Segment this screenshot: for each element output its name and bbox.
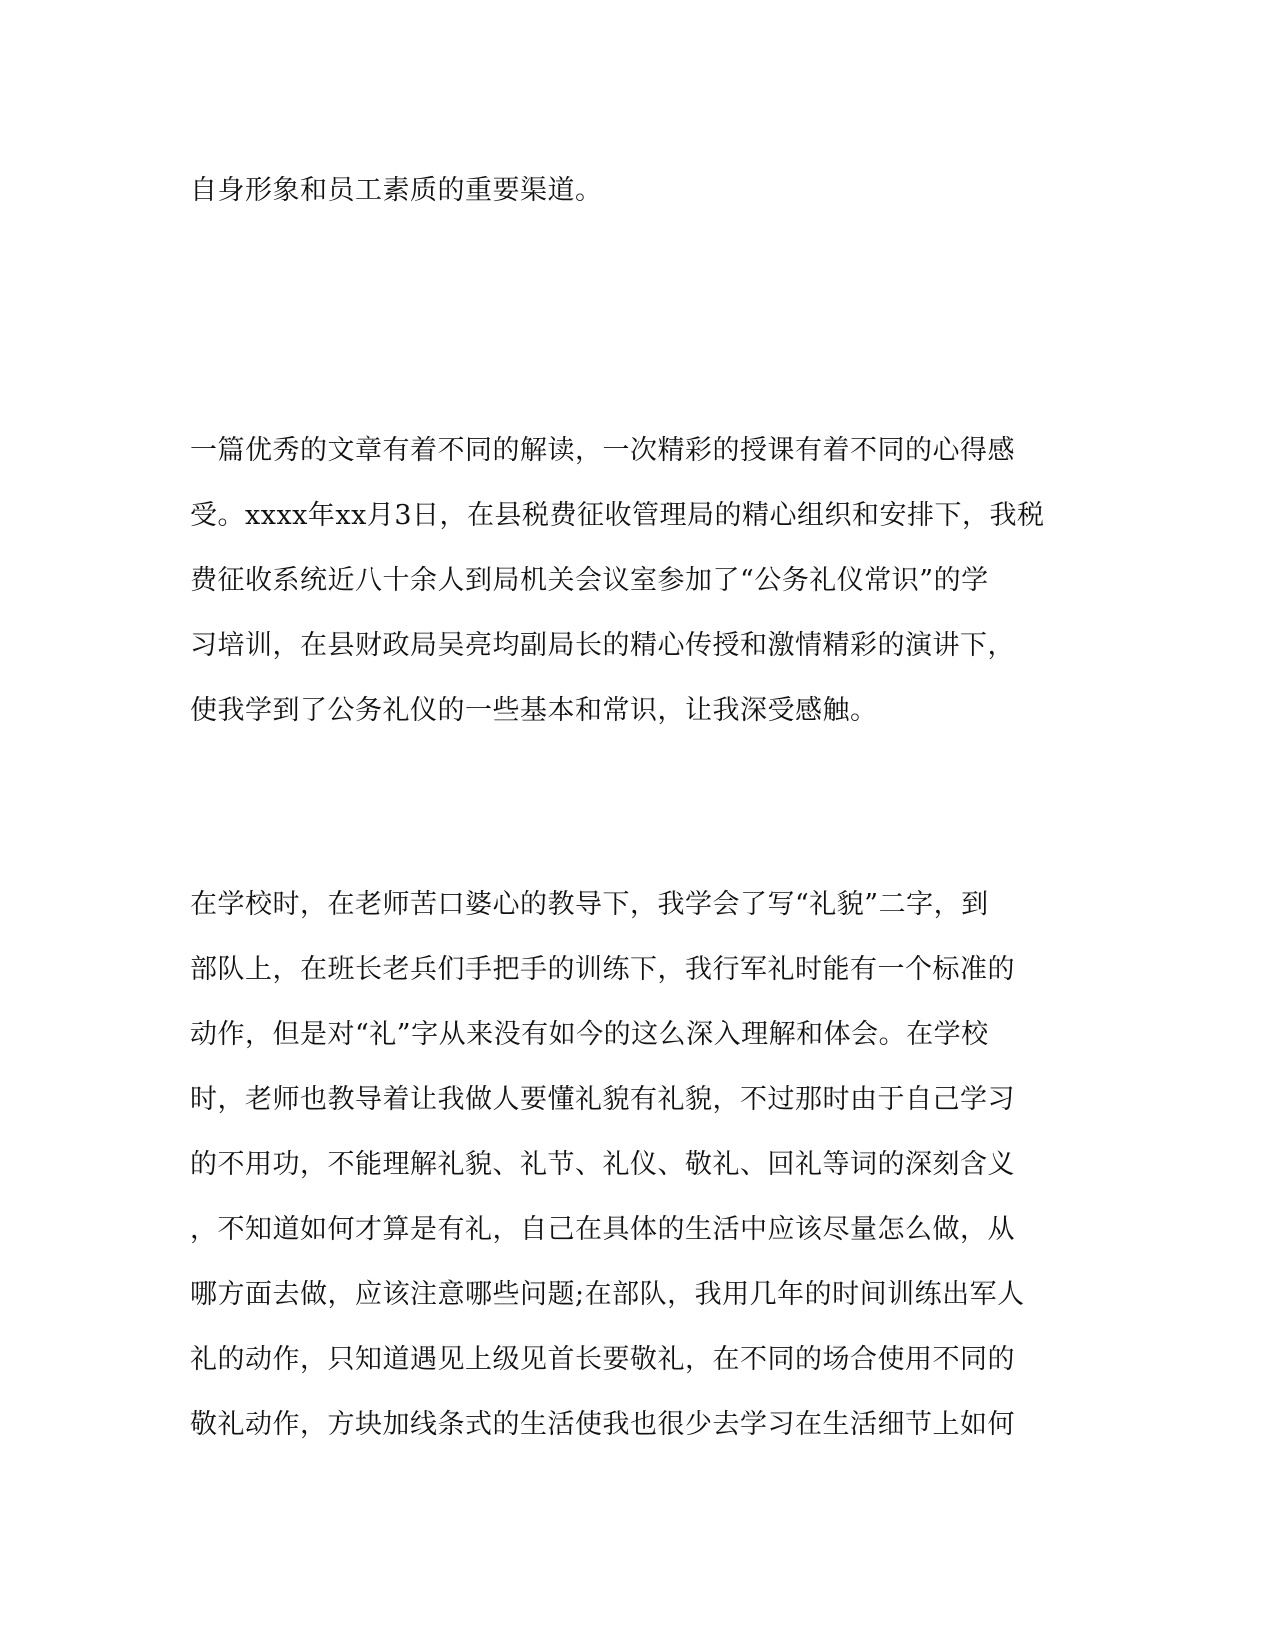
- text-line: 一篇优秀的文章有着不同的解读，一次精彩的授课有着不同的心得感: [190, 435, 1015, 466]
- paragraph-1: [190, 158, 1090, 223]
- text-line: 动作，但是对“礼”字从来没有如今的这么深入理解和体会。在学校: [190, 1019, 989, 1050]
- text-line: 时，老师也教导着让我做人要懂礼貌有礼貌，不过那时由于自己学习: [190, 1084, 1015, 1115]
- paragraph-3: [190, 872, 1090, 1457]
- text-line: 习培训，在县财政局吴亮均副局长的精心传授和激情精彩的演讲下，: [190, 630, 1015, 661]
- text-line: 部队上，在班长老兵们手把手的训练下，我行军礼时能有一个标准的: [190, 954, 1015, 985]
- text-line: 费征收系统近八十余人到局机关会议室参加了“公务礼仪常识”的学: [190, 565, 989, 596]
- text-line: 受。xxxx年xx月3日，在县税费征收管理局的精心组织和安排下，我税: [190, 500, 1045, 531]
- text-line: 的不用功，不能理解礼貌、礼节、礼仪、敬礼、回礼等词的深刻含义: [190, 1149, 1015, 1180]
- text-line: 使我学到了公务礼仪的一些基本和常识，让我深受感触。: [190, 695, 878, 726]
- text-line: 敬礼动作，方块加线条式的生活使我也很少去学习在生活细节上如何: [190, 1409, 1015, 1440]
- text-line: 自身形象和员工素质的重要渠道。: [190, 175, 603, 206]
- text-line: ，不知道如何才算是有礼，自己在具体的生活中应该尽量怎么做，从: [190, 1214, 1015, 1245]
- text-line: 哪方面去做，应该注意哪些问题;在部队，我用几年的时间训练出军人: [190, 1279, 1025, 1310]
- text-line: 在学校时，在老师苦口婆心的教导下，我学会了写“礼貌”二字，到: [190, 889, 989, 920]
- text-line: 礼的动作，只知道遇见上级见首长要敬礼，在不同的场合使用不同的: [190, 1344, 1015, 1375]
- paragraph-2: [190, 418, 1090, 743]
